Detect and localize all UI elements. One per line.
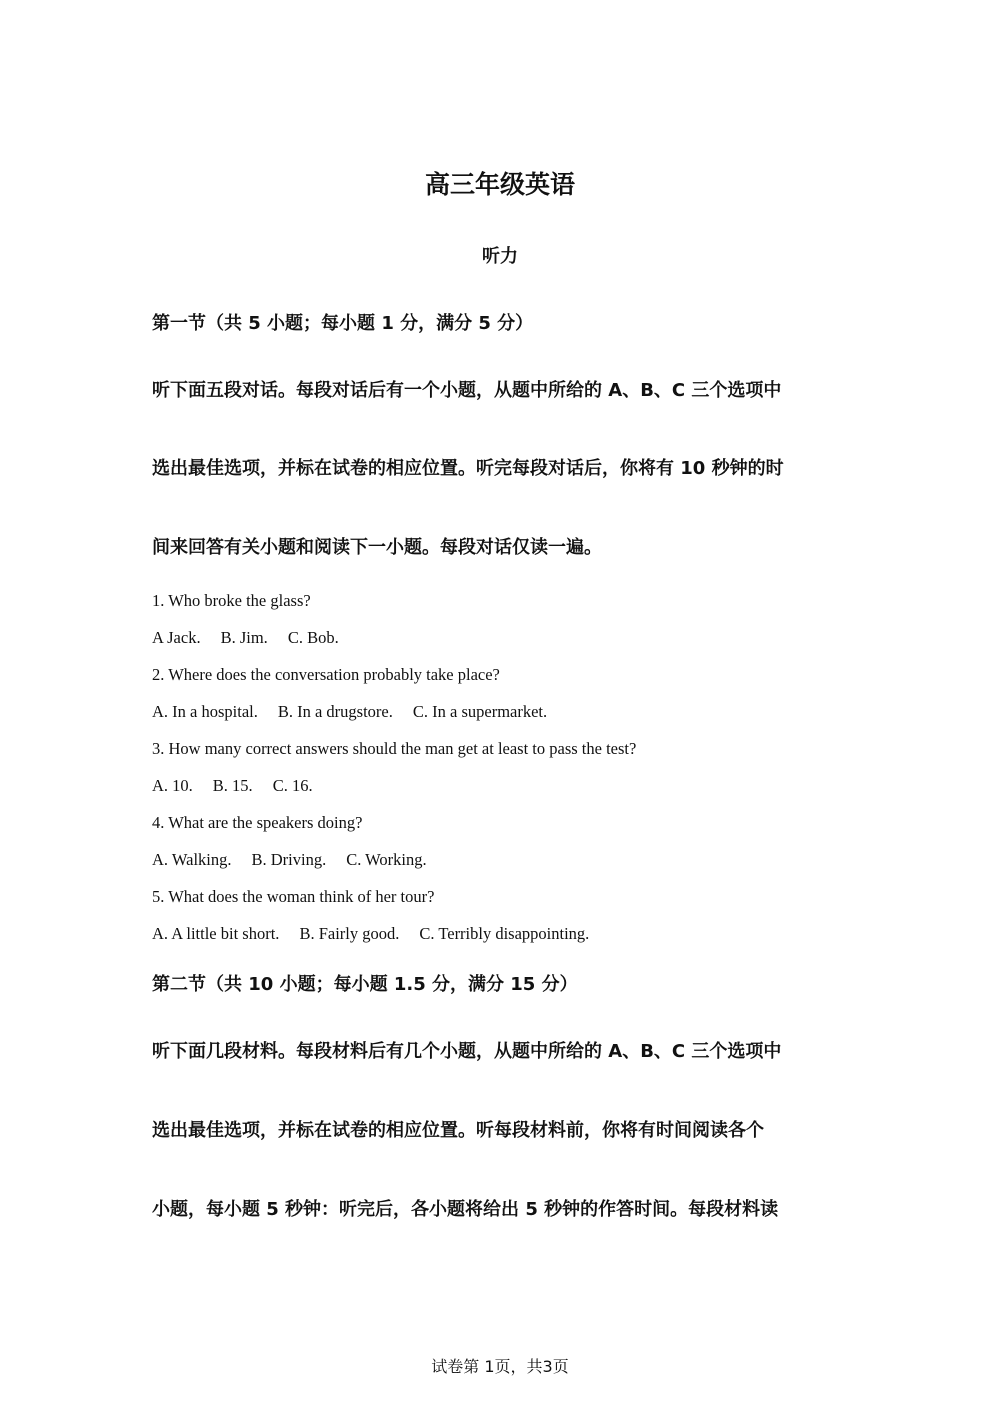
option-b: B. In a drugstore. — [277, 702, 393, 721]
question-2-options — [152, 701, 547, 723]
page-title: 高三年级英语 — [424, 170, 575, 199]
option-b: B. 15. — [212, 776, 253, 795]
section2-instruction-line-2: 选出最佳选项，并标在试卷的相应位置。听每段材料前，你将有时间阅读各个 — [152, 1120, 764, 1141]
option-a: A. 10. — [152, 776, 193, 795]
question-5: 5. What does the woman think of her tour? — [152, 887, 435, 906]
section1-instruction-line-3: 间来回答有关小题和阅读下一小题。每段对话仅读一遍。 — [152, 537, 602, 558]
option-b: B. Jim. — [220, 628, 268, 647]
question-5-options — [152, 923, 589, 945]
option-c: C. Terribly disappointing. — [419, 924, 590, 943]
section2-instruction-line-1: 听下面几段材料。每段材料后有几个小题，从题中所给的 A、B、C 三个选项中 — [152, 1041, 782, 1062]
question-3: 3. How many correct answers should the man get at least to pass the test? — [152, 739, 637, 758]
option-a: A. A little bit short. — [152, 924, 280, 943]
option-b: B. Driving. — [251, 850, 327, 869]
option-c: C. In a supermarket. — [412, 702, 548, 721]
section1-instruction-line-2: 选出最佳选项，并标在试卷的相应位置。听完每段对话后，你将有 10 秒钟的时 — [152, 458, 784, 479]
option-c: C. 16. — [272, 776, 313, 795]
question-3-options — [152, 775, 313, 797]
option-c: C. Working. — [346, 850, 427, 869]
question-1-options — [152, 627, 339, 649]
part-title: 听力 — [482, 246, 518, 267]
section2-heading: 第二节（共 10 小题；每小题 1.5 分，满分 15 分） — [152, 974, 578, 995]
section1-heading: 第一节（共 5 小题；每小题 1 分，满分 5 分） — [152, 313, 534, 334]
section2-instruction-line-3: 小题，每小题 5 秒钟：听完后，各小题将给出 5 秒钟的作答时间。每段材料读 — [152, 1199, 779, 1220]
question-4: 4. What are the speakers doing? — [152, 813, 363, 832]
option-a: A. In a hospital. — [152, 702, 258, 721]
page-footer: 试卷第 1页，共3页 — [431, 1357, 569, 1376]
question-4-options — [152, 849, 427, 871]
option-a: A Jack. — [152, 628, 201, 647]
option-c: C. Bob. — [287, 628, 339, 647]
option-a: A. Walking. — [152, 850, 232, 869]
option-b: B. Fairly good. — [299, 924, 400, 943]
question-2: 2. Where does the conversation probably take place? — [152, 665, 500, 684]
section1-instruction-line-1: 听下面五段对话。每段对话后有一个小题，从题中所给的 A、B、C 三个选项中 — [152, 380, 782, 401]
question-1: 1. Who broke the glass? — [152, 591, 311, 610]
